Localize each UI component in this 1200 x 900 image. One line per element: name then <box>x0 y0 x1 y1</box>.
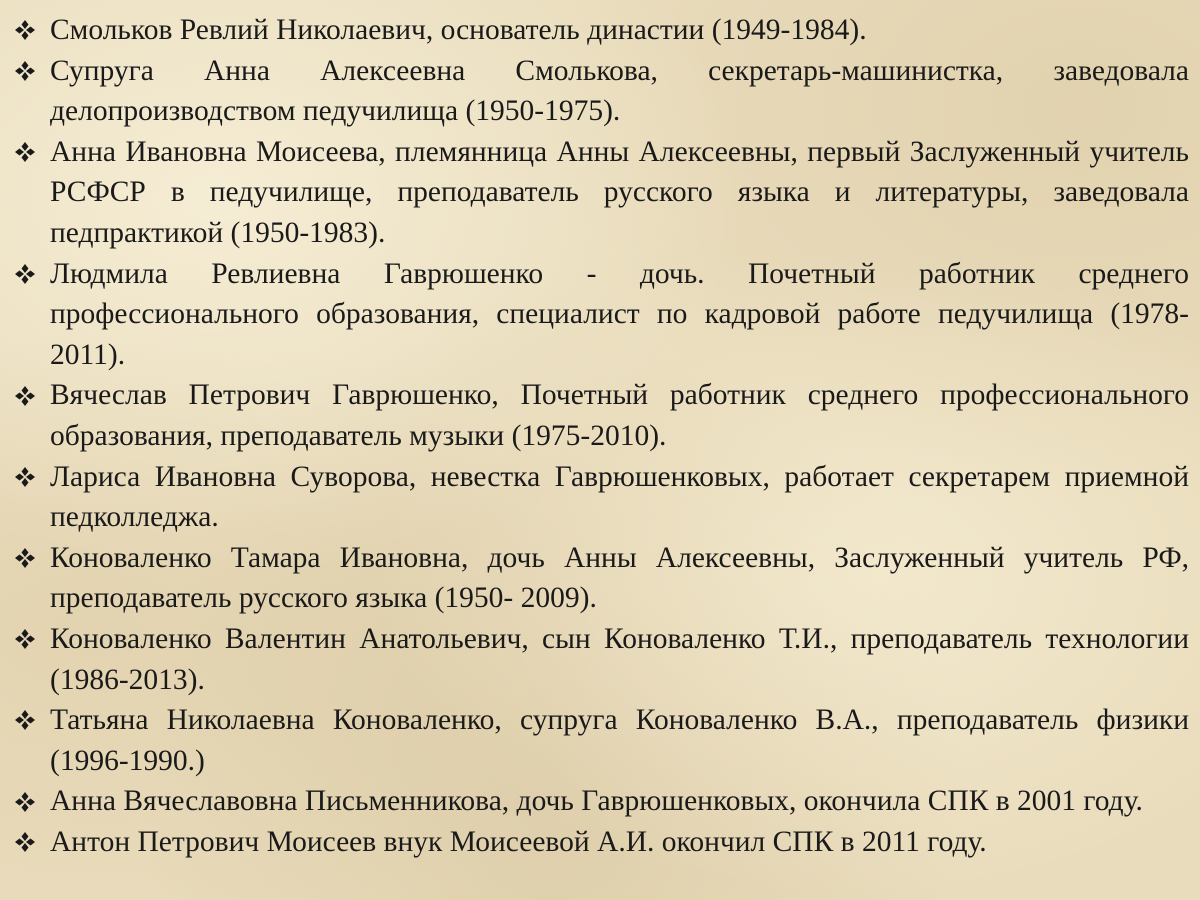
bullet-item <box>14 619 1189 700</box>
bullet-text: Людмила Ревлиевна Гаврюшенко - дочь. Почетный работник среднего профессионального образования, специалист по кадровой работе педучилища (1978-2011). <box>50 257 1189 371</box>
bullet-text: Лариса Ивановна Суворова, невестка Гаврюшенковых, работает секретарем приемной педколледжа. <box>50 460 1189 534</box>
bullet-item <box>14 132 1189 254</box>
bullet-list <box>14 10 1189 862</box>
four-diamond-bullet-icon <box>14 10 44 51</box>
bullet-text: Анна Вячеславовна Письменникова, дочь Гаврюшенковых, окончила СПК в 2001 году. <box>50 785 1143 818</box>
four-diamond-bullet-icon <box>14 822 44 863</box>
bullet-item <box>14 781 1189 822</box>
bullet-text: Анна Ивановна Моисеева, племянница Анны Алексеевны, первый Заслуженный учитель РСФСР в педучилище, преподаватель русского языка и литературы, заведовала педпрактикой (1950-1983). <box>50 135 1189 249</box>
bullet-text: Антон Петрович Моисеев внук Моисеевой А.И. окончил СПК в 2011 году. <box>50 825 987 858</box>
four-diamond-bullet-icon <box>14 619 44 660</box>
four-diamond-bullet-icon <box>14 700 44 741</box>
bullet-text: Смольков Ревлий Николаевич, основатель династии (1949-1984). <box>50 14 867 46</box>
four-diamond-bullet-icon <box>14 538 44 579</box>
bullet-text: Коноваленко Валентин Анатольевич, сын Коноваленко Т.И., преподаватель технологии (1986-2013). <box>50 622 1189 696</box>
bullet-text: Коноваленко Тамара Ивановна, дочь Анны Алексеевны, Заслуженный учитель РФ, преподаватель русского языка (1950- 2009). <box>50 541 1189 615</box>
bullet-item <box>14 700 1189 781</box>
bullet-item <box>14 538 1189 619</box>
bullet-item <box>14 375 1189 456</box>
bullet-item <box>14 457 1189 538</box>
four-diamond-bullet-icon <box>14 375 44 416</box>
four-diamond-bullet-icon <box>14 254 44 295</box>
four-diamond-bullet-icon <box>14 781 44 822</box>
bullet-item <box>14 51 1189 132</box>
bullet-text: Вячеслав Петрович Гаврюшенко, Почетный работник среднего профессионального образования, преподаватель музыки (1975-2010). <box>50 379 1189 452</box>
bullet-item <box>14 10 1189 51</box>
four-diamond-bullet-icon <box>14 457 44 498</box>
bullet-text: Супруга Анна Алексеевна Смолькова, секретарь-машинистка, заведовала делопроизводством педучилища (1950-1975). <box>50 54 1189 128</box>
bullet-text: Татьяна Николаевна Коноваленко, супруга Коноваленко В.А., преподаватель физики (1996-1990.) <box>50 704 1189 777</box>
four-diamond-bullet-icon <box>14 51 44 92</box>
four-diamond-bullet-icon <box>14 132 44 173</box>
bullet-item <box>14 822 1189 863</box>
bullet-item <box>14 254 1189 376</box>
